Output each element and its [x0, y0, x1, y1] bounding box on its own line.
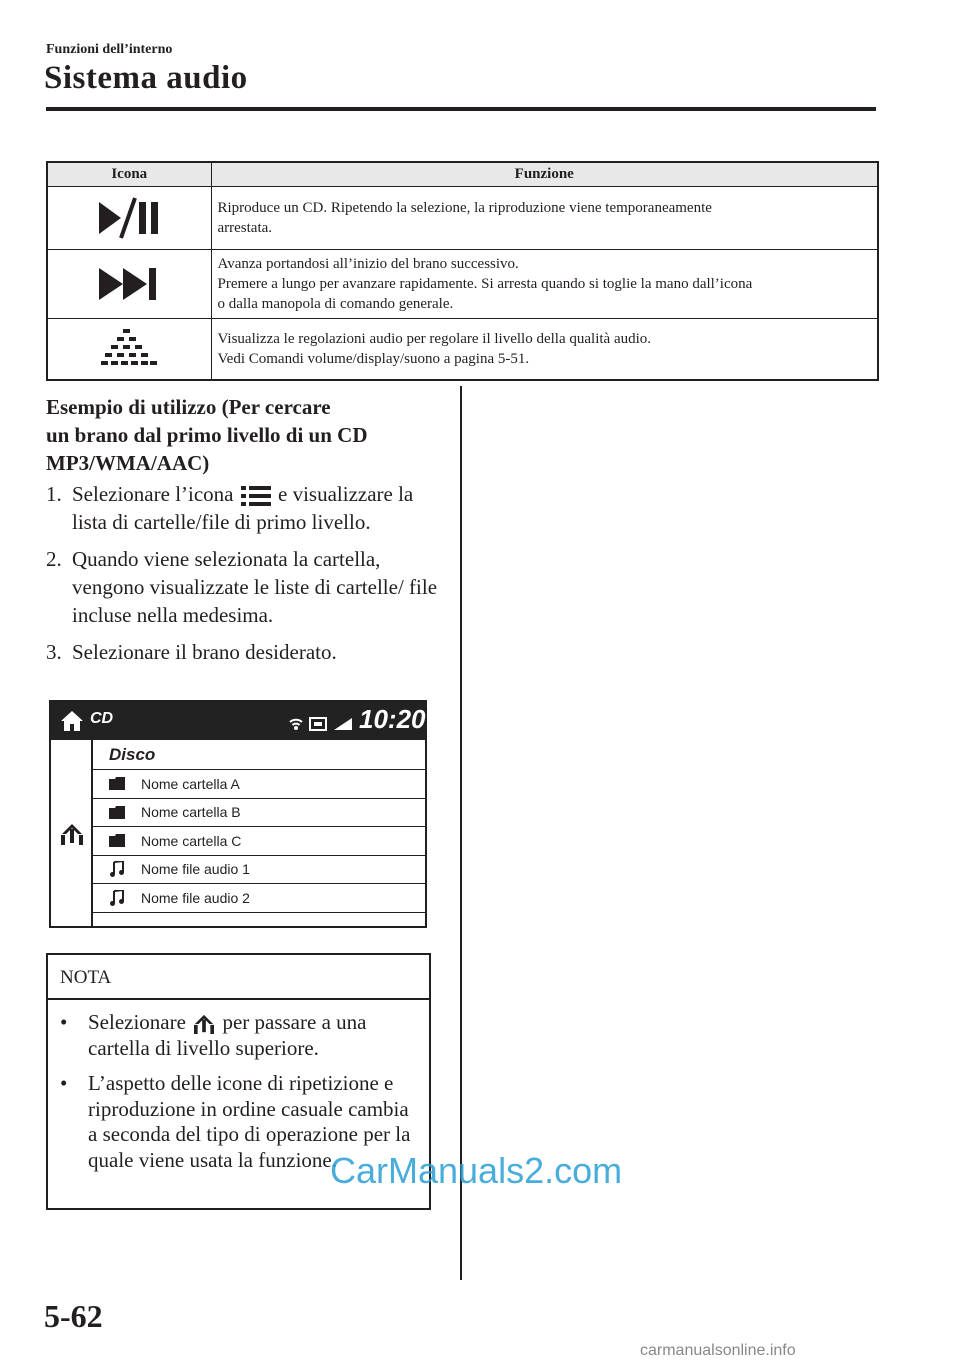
note-title: NOTA	[48, 955, 429, 1000]
example-heading	[46, 393, 446, 477]
list-item-label: Nome file audio 1	[141, 861, 250, 878]
bullet-icon: •	[60, 1010, 68, 1034]
row-text-line: Vedi Comandi volume/display/suono a pagina 5-51.	[217, 350, 530, 367]
step-text: Quando viene selezionata la cartella, vengono visualizzate le liste di cartelle/ file incluse nella medesima.	[72, 547, 438, 627]
step-item	[46, 545, 446, 629]
row-text-line: Riproduce un CD. Ripetendo la selezione, la riproduzione viene temporaneamente	[217, 199, 712, 216]
note-text: L’aspetto delle icone di ripetizione e riproduzione in ordine casuale cambia a seconda del tipo di operazione per la quale viene usata la funzione.	[88, 1071, 411, 1172]
folder-up-icon	[193, 1014, 215, 1034]
screen-clock: 10:20	[359, 704, 426, 734]
list-item[interactable]	[93, 856, 425, 885]
screen-folder-title: Disco	[93, 740, 425, 770]
section-label: Funzioni dell’interno	[46, 42, 173, 57]
heading-line: Esempio di utilizzo (Per cercare	[46, 395, 331, 419]
list-item-label: Nome file audio 2	[141, 889, 250, 906]
table-row	[47, 186, 878, 249]
bullet-icon: •	[60, 1071, 68, 1095]
screen-side-panel	[51, 740, 93, 926]
heading-line: un brano dal primo livello di un CD	[46, 423, 368, 447]
heading-line: MP3/WMA/AAC)	[46, 451, 210, 475]
home-icon[interactable]	[60, 710, 84, 732]
list-item[interactable]	[93, 827, 425, 856]
step-text: Selezionare l’icona	[72, 482, 234, 506]
list-item-label: Nome cartella A	[141, 775, 240, 792]
watermark: CarManuals2.com	[330, 1150, 623, 1191]
note-item	[60, 1010, 419, 1061]
table-header-icon: Icona	[47, 162, 211, 186]
footer-source: carmanualsonline.info	[640, 1342, 796, 1359]
list-item[interactable]	[93, 770, 425, 799]
screen-status-bar	[51, 702, 425, 740]
table-row	[47, 318, 878, 380]
cd-screen-illustration	[49, 700, 427, 928]
note-body	[48, 1000, 429, 1173]
step-number: 2.	[46, 547, 62, 571]
table-header-function: Funzione	[211, 162, 878, 186]
list-item-label: Nome cartella B	[141, 804, 241, 821]
note-text: Selezionare	[88, 1010, 186, 1034]
row-text-line: Premere a lungo per avanzare rapidamente. Si arresta quando si toglie la mano dall’icona	[217, 275, 753, 292]
page-number: 5-62	[44, 1298, 103, 1334]
step-item	[46, 480, 446, 536]
functions-table	[46, 161, 879, 381]
music-note-icon	[110, 861, 124, 877]
screen-file-list	[93, 740, 425, 913]
title-rule	[46, 107, 876, 111]
status-icons	[288, 714, 354, 732]
row-text-line: arrestata.	[217, 219, 273, 236]
music-note-icon	[110, 890, 124, 906]
folder-icon	[109, 777, 125, 790]
folder-icon	[109, 806, 125, 819]
step-text: Selezionare il brano desiderato.	[72, 640, 337, 664]
row-text-line: Avanza portandosi all’inizio del brano successivo.	[217, 255, 519, 272]
next-track-icon	[97, 264, 161, 304]
step-item	[46, 638, 446, 666]
row-text-line: o dalla manopola di comando generale.	[217, 295, 454, 312]
list-item[interactable]	[93, 799, 425, 828]
step-number: 3.	[46, 640, 62, 664]
column-divider	[460, 386, 462, 1280]
list-item-label: Nome cartella C	[141, 832, 242, 849]
step-text: e visualizzare la lista di cartelle/file di primo livello.	[72, 482, 414, 534]
note-text: per passare a una cartella di livello superiore.	[88, 1010, 367, 1060]
list-item[interactable]	[93, 884, 425, 913]
audio-settings-icon	[101, 327, 157, 371]
row-text-line: Visualizza le regolazioni audio per regolare il livello della qualità audio.	[217, 330, 652, 347]
play-pause-icon	[95, 196, 163, 240]
steps-list	[46, 480, 446, 675]
table-row	[47, 249, 878, 318]
list-icon	[241, 485, 271, 507]
screen-source-label: CD	[90, 710, 114, 727]
page-title: Sistema audio	[44, 60, 248, 96]
folder-up-icon[interactable]	[60, 823, 84, 845]
step-number: 1.	[46, 482, 62, 506]
folder-icon	[109, 834, 125, 847]
